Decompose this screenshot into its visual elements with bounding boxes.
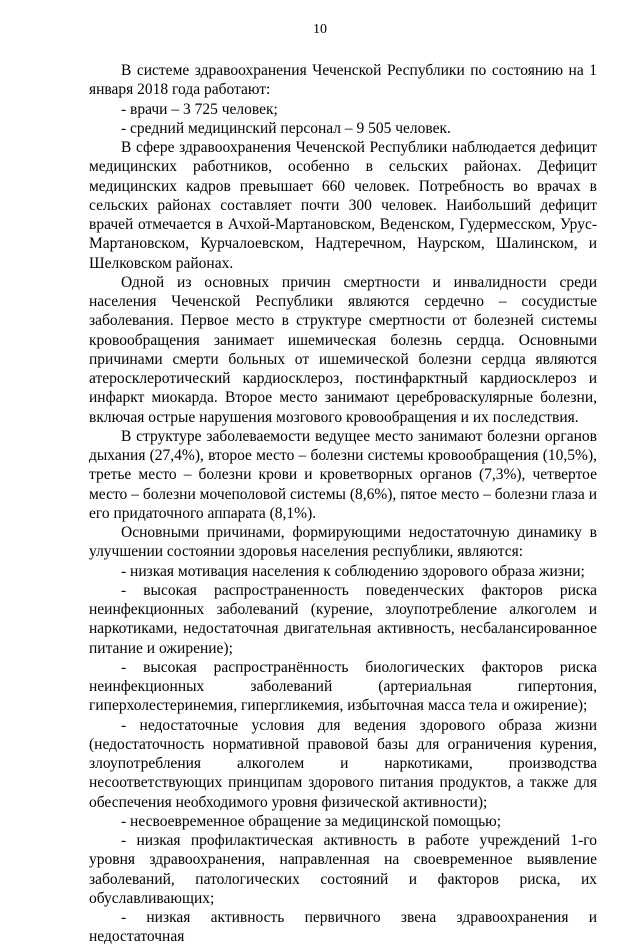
- paragraph-morbidity-structure: В структуре заболеваемости ведущее место занимают болезни органов дыхания (27,4%), второе место – болезни системы кровообращения (10,5%), третье место – болезни крови и кроветворных органов (7,3%), четвертое место – болезни мочеполовой системы (8,6%), пятое место – болезни глаза и его придаточного аппарата (8,1%).: [89, 427, 597, 522]
- document-body: [89, 61, 597, 947]
- paragraph-mortality-causes: Одной из основных причин смертности и инвалидности среди населения Чеченской Республики являются сердечно – сосудистые заболевания. Первое место в структуре смертности от болезней системы кровообращения занимает ишемическая болезнь сердца. Основными причинами смерти больных от ишемической болезни сердца являются атеросклеротический кардиосклероз, постинфарктный кардиосклероз и инфаркт миокарда. Второе место занимают цереброваскулярные болезни, включая острые нарушения мозгового кровообращения и их последствия.: [89, 273, 597, 426]
- list-item-behavioral-risk: - высокая распространенность поведенческих факторов риска неинфекционных заболеваний (курение, злоупотребление алкоголем и наркотиками, недостаточная двигательная активность, несбалансированное питание и ожирение);: [89, 581, 597, 657]
- list-item-low-prevention: - низкая профилактическая активность в работе учреждений 1-го уровня здравоохранения, направленная на своевременное выявление заболеваний, патологических состояний и факторов риска, их обуславливающих;: [89, 832, 597, 907]
- list-item-late-treatment: - несвоевременное обращение за медицинской помощью;: [121, 812, 502, 830]
- paragraph-staff-deficit: В сфере здравоохранения Чеченской Республики наблюдается дефицит медицинских работников, особенно в сельских районах. Дефицит медицинских кадров превышает 660 человек. Потребность во врачах в сельских районах составляет почти 300 человек. Наибольший дефицит врачей отмечается в Ачхой-Мартановском, Веденском, Гудермесском, Урус-Мартановском, Курчалоевском, Надтеречном, Наурском, Шалинском, и Шелковском районах.: [89, 139, 597, 272]
- paragraph-staff-intro: В системе здравоохранения Чеченской Республики по состоянию на 1 января 2018 года работают:: [89, 62, 597, 99]
- list-item-doctors: - врачи – 3 725 человек;: [121, 100, 278, 118]
- list-item-nurses: - средний медицинский персонал – 9 505 человек.: [121, 119, 451, 137]
- list-item-low-motivation: - низкая мотивация населения к соблюдению здорового образа жизни;: [121, 562, 585, 580]
- paragraph-main-causes-intro: Основными причинами, формирующими недостаточную динамику в улучшении состоянии здоровья населения республики, являются:: [89, 524, 597, 561]
- list-item-insufficient-conditions: - недостаточные условия для ведения здорового образа жизни (недостаточность нормативной правовой базы для ограничения курения, злоупотребления алкоголем и наркотиками, производства несоответствующих принципам здорового питания продуктов, а также для обеспечения необходимого уровня физической активности);: [89, 716, 597, 811]
- list-item-low-primary-care: - низкая активность первичного звена здравоохранения и недостаточная: [89, 909, 597, 946]
- list-item-biological-risk: - высокая распространённость биологических факторов риска неинфекционных заболеваний (артериальная гипертония, гиперхолестеринемия, гипергликемия, избыточная масса тела и ожирение);: [89, 658, 597, 715]
- page-number: 10: [313, 22, 327, 37]
